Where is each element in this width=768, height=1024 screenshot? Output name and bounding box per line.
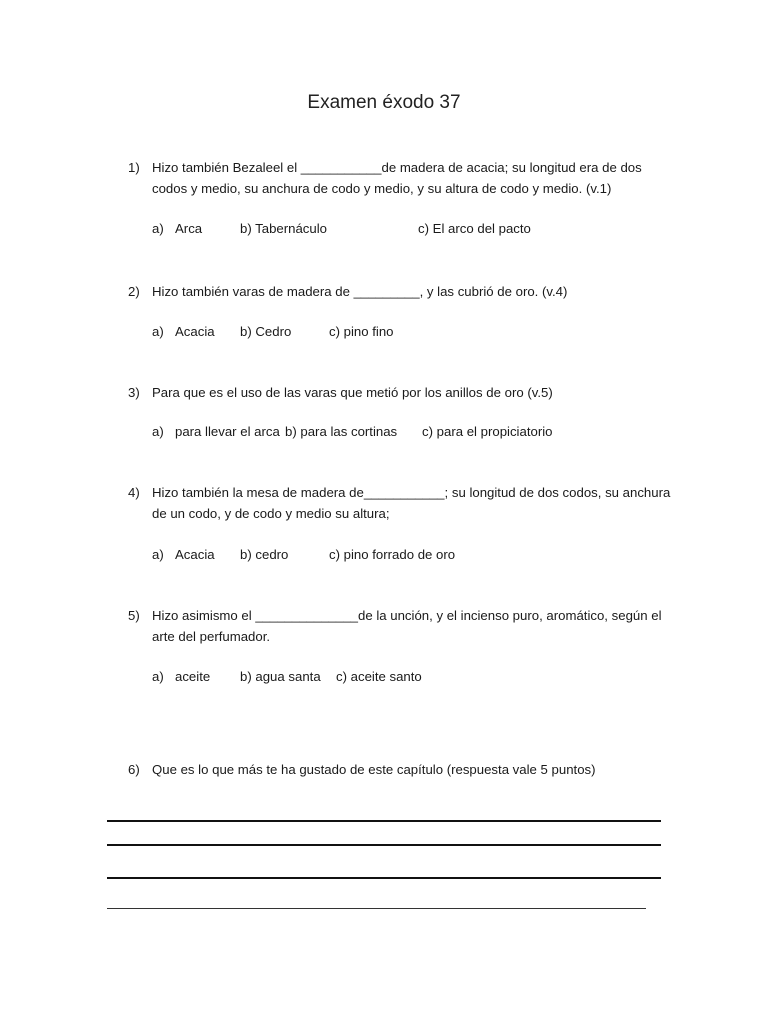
option-c: c) pino fino	[329, 324, 394, 339]
option-a: para llevar el arca	[175, 424, 280, 439]
question-number: 2)	[128, 284, 140, 299]
option-b: b) cedro	[240, 547, 289, 562]
answer-line[interactable]	[107, 908, 646, 909]
answer-line[interactable]	[107, 820, 661, 822]
answer-line[interactable]	[107, 844, 661, 846]
option-label: a)	[152, 424, 164, 439]
question-text: Para que es el uso de las varas que metió por los anillos de oro (v.5)	[152, 385, 553, 400]
option-label: a)	[152, 324, 164, 339]
question-number: 5)	[128, 608, 140, 623]
option-b: b) Tabernáculo	[240, 221, 327, 236]
option-label: a)	[152, 669, 164, 684]
question-text: Hizo asimismo el ______________de la unción, y el incienso puro, aromático, según el arte del perfumador.	[152, 608, 662, 644]
option-a: aceite	[175, 669, 211, 684]
question-text: Que es lo que más te ha gustado de este capítulo (respuesta vale 5 puntos)	[152, 762, 596, 777]
option-c: c) aceite santo	[336, 669, 422, 684]
option-b: b) agua santa	[240, 669, 321, 684]
option-b: b) para las cortinas	[285, 424, 398, 439]
option-c: c) para el propiciatorio	[422, 424, 553, 439]
option-c: c) El arco del pacto	[418, 221, 531, 236]
option-a: Arca	[175, 221, 203, 236]
option-label: a)	[152, 547, 164, 562]
question-number: 4)	[128, 485, 140, 500]
option-b: b) Cedro	[240, 324, 292, 339]
answer-line[interactable]	[107, 877, 661, 879]
question-text: Hizo también Bezaleel el ___________de madera de acacia; su longitud era de dos codos y medio, su anchura de codo y medio, y su altura de codo y medio. (v.1)	[152, 160, 642, 196]
option-a: Acacia	[175, 547, 215, 562]
page-title: Examen éxodo 37	[307, 92, 461, 113]
question-text: Hizo también varas de madera de _________, y las cubrió de oro. (v.4)	[152, 284, 568, 299]
question-text: Hizo también la mesa de madera de___________; su longitud de dos codos, su anchura de un codo, y de codo y medio su altura;	[152, 485, 671, 521]
question-number: 1)	[128, 160, 140, 175]
option-c: c) pino forrado de oro	[329, 547, 456, 562]
option-a: Acacia	[175, 324, 215, 339]
question-number: 3)	[128, 385, 140, 400]
question-number: 6)	[128, 762, 140, 777]
option-label: a)	[152, 221, 164, 236]
